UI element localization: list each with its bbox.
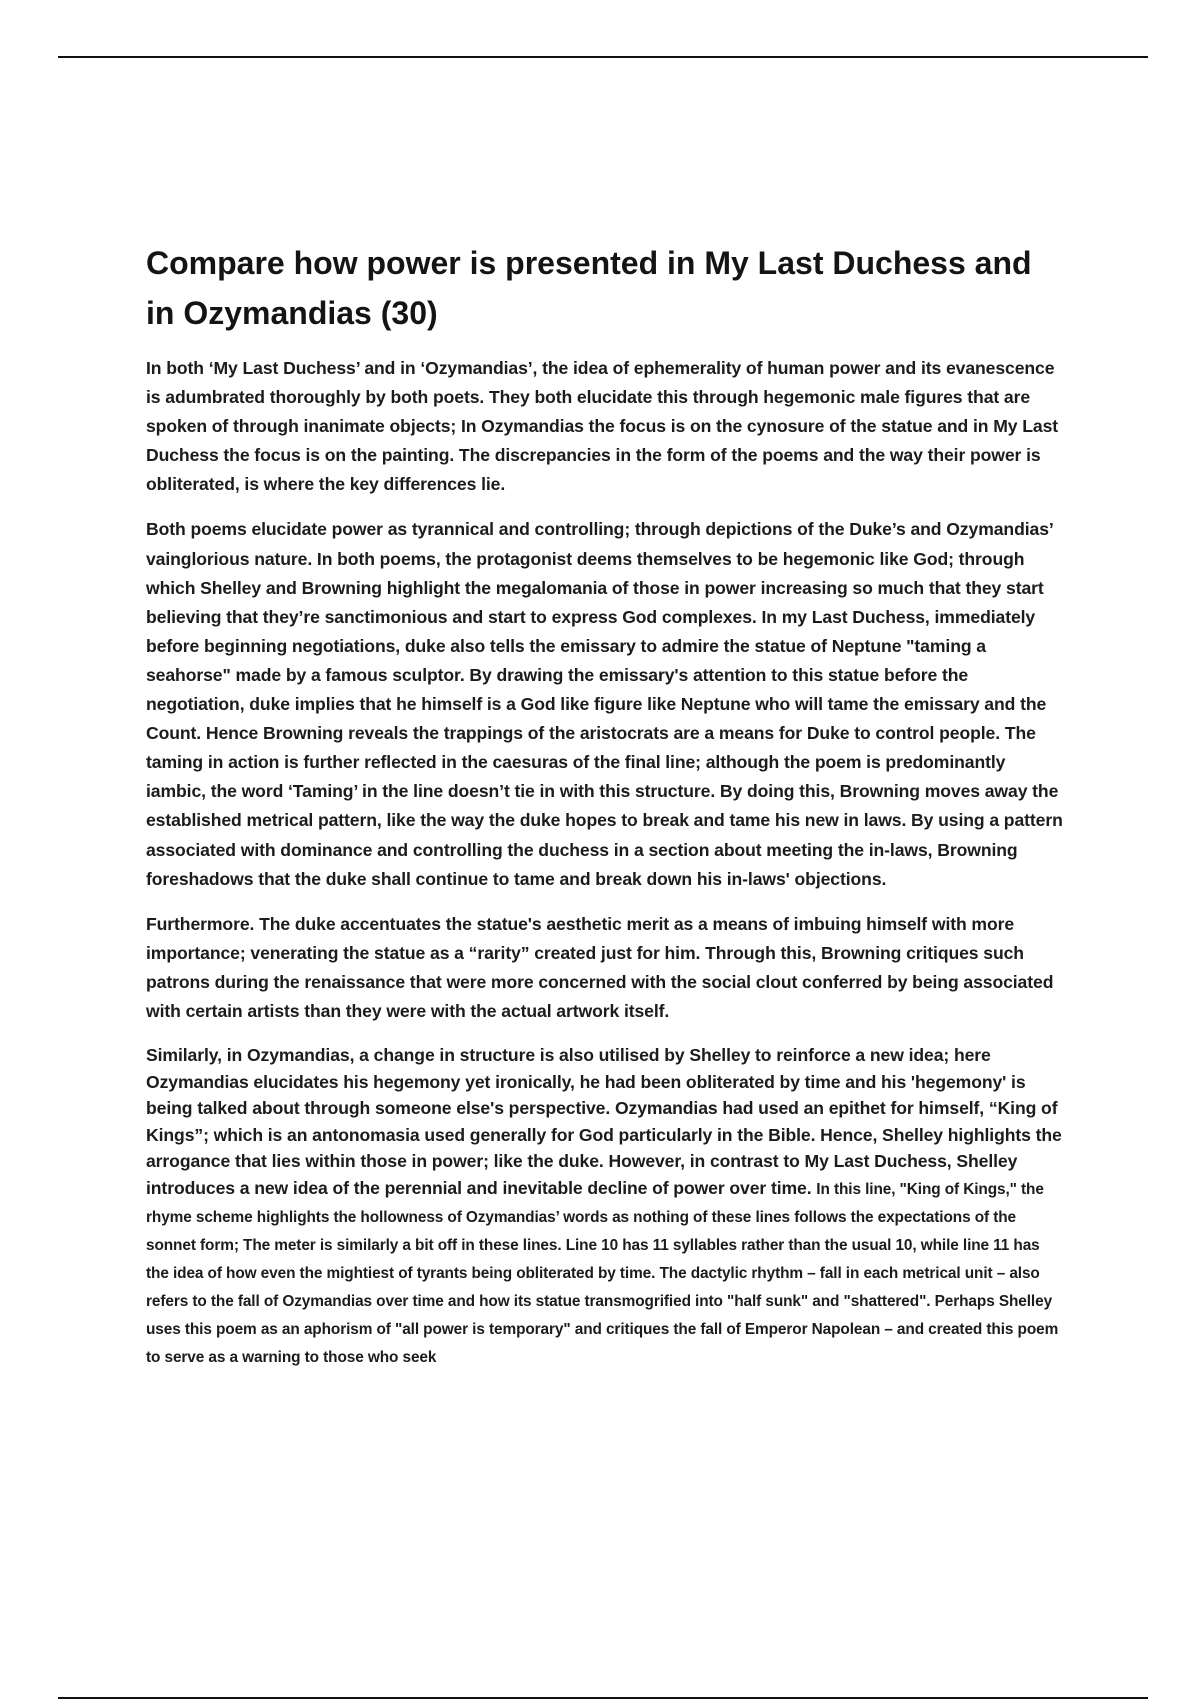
footer-rule: [58, 1697, 1148, 1699]
paragraph-similarly-small-text: In this line, "King of Kings," the rhyme scheme highlights the hollowness of Ozymandias’ words as nothing of these lines follows the expectations of the sonnet form; The meter is similarly a bit off in these lines. Line 10 has 11 syllables rather than the usual 10, while line 11 has the idea of how even the mightiest of tyrants being obliterated by time. The dactylic rhythm – fall in each metrical unit – also refers to the fall of Ozymandias over time and how its statue transmogrified into "half sunk" and "shattered". Perhaps Shelley uses this poem as an aphorism of "all power is temporary" and critiques the fall of Emperor Napolean – and created this poem to serve as a warning to those who seek: [146, 1180, 1059, 1366]
paragraph-similarly-main: Similarly, in Ozymandias, a change in structure is also utilised by Shelley to reinforce a new idea; here Ozymandias elucidates his hegemony yet ironically, he had been obliterated by time and his 'hegemony' is being talked about through someone else's perspective. Ozymandias had used an epithet for himself, “King of Kings”; which is an antonomasia used generally for God particularly in the Bible. Hence, Shelley highlights the arrogance that lies within those in power; like the duke. However, in contrast to My Last Duchess, Shelley introduces a new idea of the perennial and inevitable decline of power over time.: [146, 1045, 1062, 1198]
document-body: [146, 238, 1066, 1387]
document-title: Compare how power is presented in My Last Duchess and in Ozymandias (30): [146, 245, 1032, 331]
paragraph-introduction: In both ‘My Last Duchess’ and in ‘Ozymandias’, the idea of ephemerality of human power and its evanescence is adumbrated thoroughly by both poets. They both elucidate this through hegemonic male figures that are spoken of through inanimate objects; In Ozymandias the focus is on the cynosure of the statue and in My Last Duchess the focus is on the painting. The discrepancies in the form of the poems and the way their power is obliterated, is where the key differences lie.: [146, 358, 1059, 495]
paragraph-power-tyrannical: Both poems elucidate power as tyrannical and controlling; through depictions of the Duke’s and Ozymandias’ vainglorious nature. In both poems, the protagonist deems themselves to be hegemonic like God; through which Shelley and Browning highlight the megalomania of those in power increasing so much that they start believing that they’re sanctimonious and start to express God complexes. In my Last Duchess, immediately before beginning negotiations, duke also tells the emissary to admire the statue of Neptune "taming a seahorse" made by a famous sculptor. By drawing the emissary's attention to this statue before the negotiation, duke implies that he himself is a God like figure like Neptune who will tame the emissary and the Count. Hence Browning reveals the trappings of the aristocrats are a means for Duke to control people. The taming in action is further reflected in the caesuras of the final line; although the poem is predominantly iambic, the word ‘Taming’ in the line doesn’t tie in with this structure. By doing this, Browning moves away the established metrical pattern, like the way the duke hopes to break and tame his new in laws. By using a pattern associated with dominance and controlling the duchess in a section about meeting the in-laws, Browning foreshadows that the duke shall continue to tame and break down his in-laws' objections.: [146, 519, 1063, 889]
paragraph-similarly: [146, 1042, 1066, 1371]
header-rule: [58, 56, 1148, 58]
paragraph-furthermore: Furthermore. The duke accentuates the statue's aesthetic merit as a means of imbuing himself with more importance; venerating the statue as a “rarity” created just for him. Through this, Browning critiques such patrons during the renaissance that were more concerned with the social clout conferred by being associated with certain artists than they were with the actual artwork itself.: [146, 913, 1054, 1021]
